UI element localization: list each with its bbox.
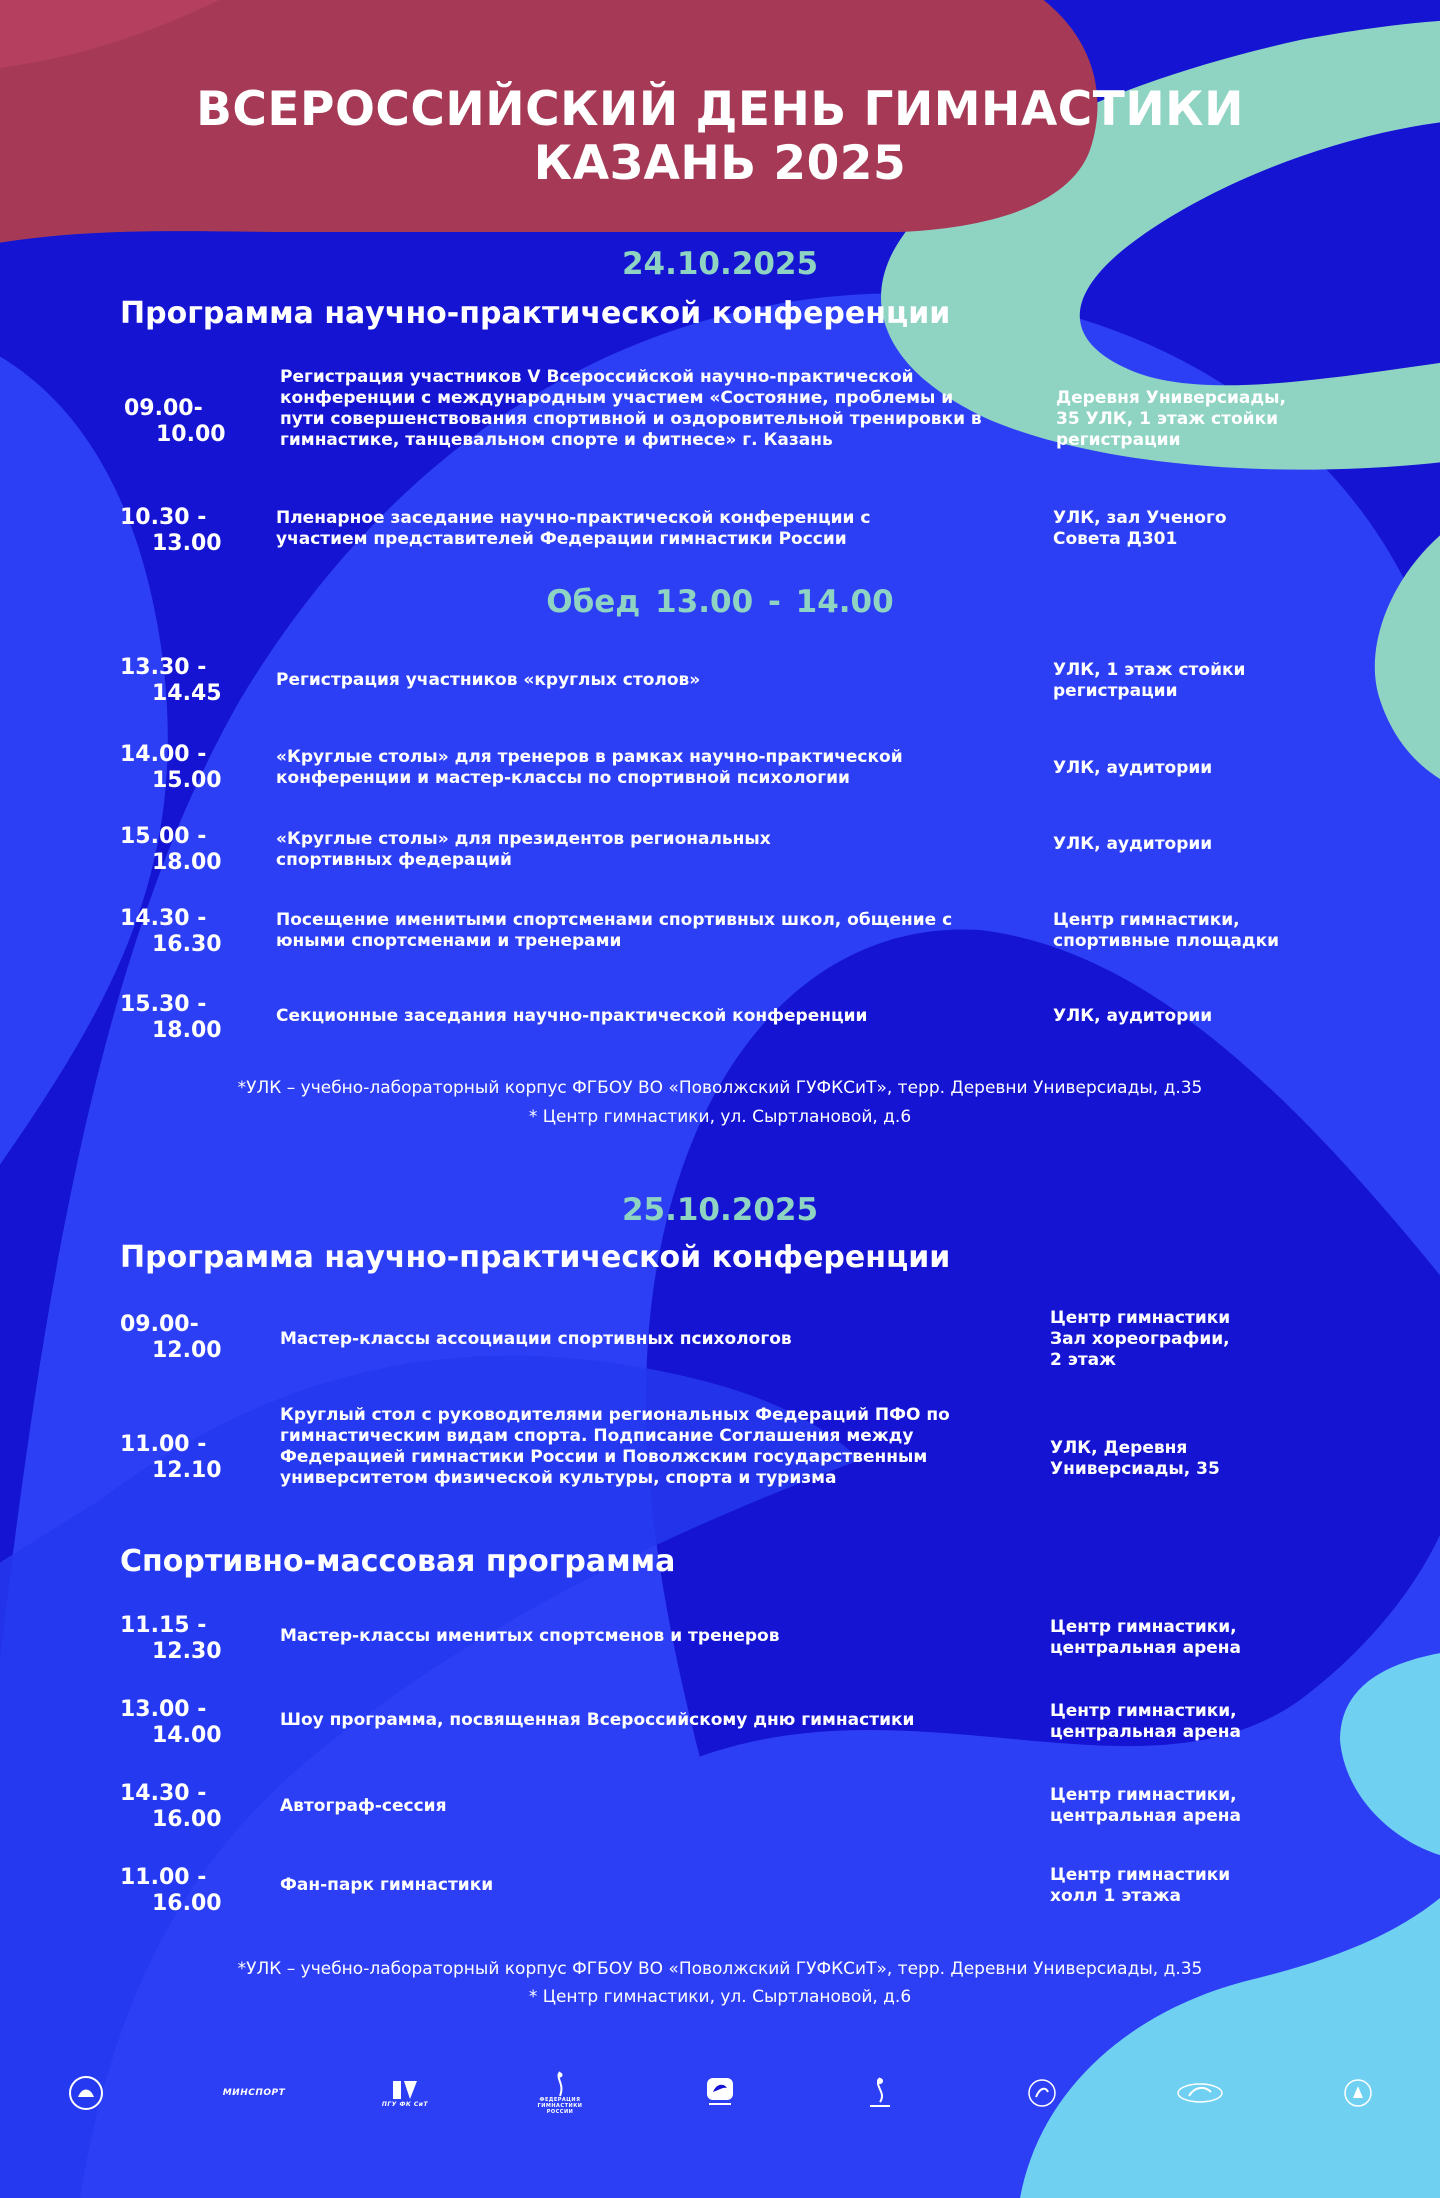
event-location: УЛК, Деревня Универсиады, 35	[1050, 1438, 1220, 1479]
time-end: 16.00	[152, 1891, 222, 1916]
time-range	[120, 742, 222, 794]
lunch-break: Обед 13.00 - 14.00	[546, 584, 894, 620]
day1-section-title: Программа научно-практической конференции	[120, 296, 951, 331]
logo-gymnastics-center	[860, 2058, 900, 2128]
time-start: 10.30 -	[120, 505, 207, 530]
event-location: УЛК, аудитории	[1053, 758, 1213, 778]
time-range	[120, 824, 222, 876]
logo-federation-gymnastics	[530, 2058, 590, 2128]
time-end: 13.00	[152, 531, 222, 556]
event-description: Регистрация участников V Всероссийской научно-практической конференции с международным участием «Состояние, проблемы и пути совершенствования спортивной и оздоровительной тренировки в гимнастике, танцевальном спорте и фитнесе» г. Казань	[280, 367, 982, 450]
event-description: Шоу программа, посвященная Всероссийскому дню гимнастики	[280, 1710, 915, 1730]
time-end: 10.00	[156, 422, 226, 447]
event-description: Пленарное заседание научно-практической конференции с участием представителей Федерации гимнастики России	[276, 508, 871, 549]
day1-date: 24.10.2025	[621, 246, 819, 282]
time-start: 11.00 -	[120, 1432, 207, 1457]
poster-title-line1: ВСЕРОССИЙСКИЙ ДЕНЬ ГИМНАСТИКИ	[196, 82, 1244, 137]
event-location: Центр гимнастики Зал хореографии, 2 этаж	[1050, 1308, 1231, 1370]
time-start: 13.00 -	[120, 1697, 207, 1722]
day1-footnote-center: * Центр гимнастики, ул. Сыртлановой, д.6	[528, 1107, 912, 1127]
time-end: 18.00	[152, 1018, 222, 1043]
time-end: 12.30	[152, 1639, 222, 1664]
event-location: УЛК, 1 этаж стойки регистрации	[1053, 660, 1246, 701]
time-start: 13.30 -	[120, 655, 207, 680]
event-location: Центр гимнастики, спортивные площадки	[1053, 910, 1280, 951]
event-description: «Круглые столы» для тренеров в рамках научно-практической конференции и мастер-классы по спортивной психологии	[276, 747, 903, 788]
event-location: Центр гимнастики холл 1 этажа	[1050, 1865, 1231, 1906]
time-range	[120, 906, 222, 958]
logo-rhythmic-emblem	[1022, 2058, 1062, 2128]
day2-date: 25.10.2025	[621, 1192, 819, 1228]
day2-footnote-ulk: *УЛК – учебно-лабораторный корпус ФГБОУ ВО «Поволжский ГУФКСиТ», терр. Деревни Универсиады, д.35	[237, 1959, 1203, 1979]
event-location: УЛК, аудитории	[1053, 834, 1213, 854]
day1-footnote-ulk: *УЛК – учебно-лабораторный корпус ФГБОУ ВО «Поволжский ГУФКСиТ», терр. Деревни Универсиады, д.35	[237, 1078, 1203, 1098]
time-range	[120, 1697, 222, 1749]
time-end: 14.45	[152, 681, 222, 706]
event-location: УЛК, аудитории	[1053, 1006, 1213, 1026]
time-end: 16.00	[152, 1807, 222, 1832]
time-range	[120, 992, 222, 1044]
logo-pgu	[380, 2058, 430, 2128]
time-range	[120, 1781, 222, 1833]
time-end: 12.00	[152, 1338, 222, 1363]
time-start: 11.00 -	[120, 1865, 207, 1890]
time-start: 14.00 -	[120, 742, 207, 767]
time-range	[124, 396, 226, 448]
logo-round-emblem	[1338, 2058, 1378, 2128]
event-location: Деревня Универсиады, 35 УЛК, 1 этаж стойки регистрации	[1056, 388, 1286, 450]
event-description: Секционные заседания научно-практической конференции	[276, 1006, 868, 1026]
fgr-logo-text: ФЕДЕРАЦИЯ ГИМНАСТИКИ РОССИИ	[537, 2097, 583, 2115]
event-location: УЛК, зал Ученого Совета Д301	[1053, 508, 1227, 549]
event-description: Автограф-сессия	[280, 1796, 447, 1816]
time-start: 15.00 -	[120, 824, 207, 849]
minsport-logo-text: МИНСПОРТ	[222, 2088, 286, 2098]
time-end: 18.00	[152, 850, 222, 875]
time-start: 14.30 -	[120, 1781, 207, 1806]
time-start: 11.15 -	[120, 1613, 207, 1638]
logo-aesthetic-emblem	[1170, 2058, 1230, 2128]
day2-section-title: Программа научно-практической конференции	[120, 1240, 951, 1275]
event-description: Посещение именитыми спортсменами спортивных школ, общение с юными спортсменами и тренерами	[276, 910, 953, 951]
time-start: 15.30 -	[120, 992, 207, 1017]
time-range	[120, 1312, 222, 1364]
event-description: Мастер-классы именитых спортсменов и тренеров	[280, 1626, 780, 1646]
pgu-logo-text: ПГУ ФК СиТ	[381, 2100, 429, 2108]
time-range	[120, 1613, 222, 1665]
time-range	[120, 1865, 222, 1917]
time-start: 09.00-	[120, 1312, 199, 1337]
logo-tatarstan-emblem	[64, 2058, 108, 2128]
event-location: Центр гимнастики, центральная арена	[1050, 1617, 1242, 1658]
event-description: «Круглые столы» для президентов региональных спортивных федераций	[276, 829, 771, 870]
time-end: 15.00	[152, 768, 222, 793]
time-start: 14.30 -	[120, 906, 207, 931]
partner-logos	[0, 2058, 1440, 2128]
poster-title-line2: КАЗАНЬ 2025	[533, 136, 907, 191]
time-end: 12.10	[152, 1458, 222, 1483]
day2-footnote-center: * Центр гимнастики, ул. Сыртлановой, д.6	[528, 1987, 912, 2007]
time-range	[120, 1432, 222, 1484]
event-description: Мастер-классы ассоциации спортивных психологов	[280, 1329, 792, 1349]
time-end: 14.00	[152, 1723, 222, 1748]
sport-program-title: Спортивно-массовая программа	[120, 1544, 676, 1579]
logo-minsport	[214, 2058, 294, 2128]
event-description: Круглый стол с руководителями региональных Федераций ПФО по гимнастическим видам спорта. Подписание Соглашения между Федерацией гимнастики России и Поволжским государственным университетом физической культуры, спорта и туризма	[280, 1405, 950, 1488]
time-range	[120, 655, 222, 707]
time-end: 16.30	[152, 932, 222, 957]
time-range	[120, 505, 222, 557]
event-location: Центр гимнастики, центральная арена	[1050, 1701, 1242, 1742]
event-description: Регистрация участников «круглых столов»	[276, 670, 701, 690]
event-description: Фан-парк гимнастики	[280, 1875, 494, 1895]
event-location: Центр гимнастики, центральная арена	[1050, 1785, 1242, 1826]
time-start: 09.00-	[124, 396, 203, 421]
logo-bird-emblem	[700, 2058, 740, 2128]
